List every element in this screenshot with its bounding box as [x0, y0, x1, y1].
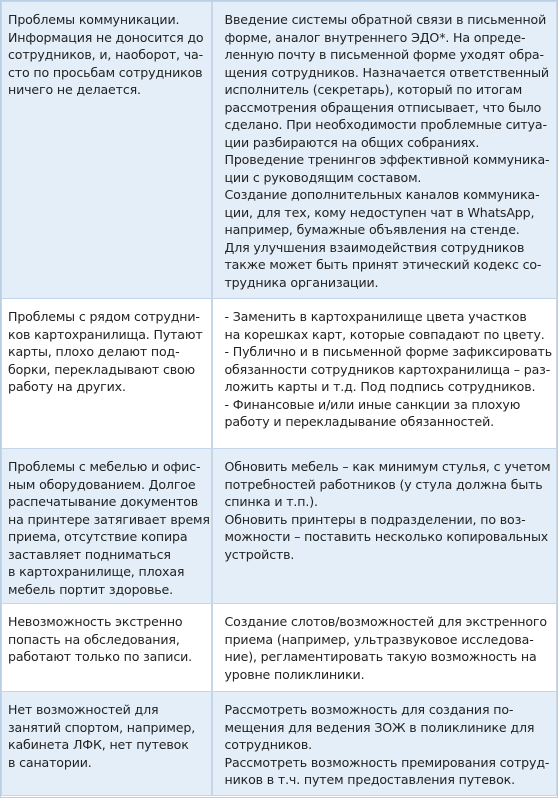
text-line: обязанности сотрудников картохранилища – раз- [224, 361, 551, 377]
text-line: Рассмотреть возможность премирования сотруд- [224, 754, 550, 770]
text-line: форме, аналог внутреннего ЭДО*. На опреде- [224, 29, 526, 45]
text-line: трудника организации. [224, 274, 379, 290]
text-line: Обновить принтеры в подразделении, по воз- [224, 511, 526, 527]
problem-cell [2, 604, 212, 692]
text-line: щения сотрудников. Назначается ответственный [224, 64, 549, 80]
text-line: - Заменить в картохранилище цвета участков [224, 309, 527, 324]
text-line: Создание слотов/возможностей для экстренного [224, 614, 547, 629]
text-line: ции с руководящим составом. [224, 169, 422, 185]
text-line: устройств. [224, 546, 295, 562]
text-line: Для улучшения взаимодействия сотрудников [224, 239, 525, 255]
text-line: - Финансовые и/или иные санкции за плохую [224, 396, 521, 412]
text-line: ников в т.ч. путем предоставления путевок. [224, 772, 515, 787]
table-row [2, 2, 557, 299]
text-line: работу на других. [8, 379, 126, 394]
text-line: Невозможность экстренно [8, 614, 183, 629]
text-line: ленную почту в письменной форме уходят обра- [224, 47, 544, 62]
text-line: Проблемы коммуникации. [8, 12, 180, 27]
text-line: распечатывание документов [8, 494, 199, 509]
text-line: мещения для ведения ЗОЖ в поликлинике для [224, 719, 535, 735]
problem-cell [2, 449, 212, 604]
text-line: на принтере затягивает время [8, 511, 210, 527]
problem-cell [2, 692, 212, 796]
text-line: ции, для тех, кому недоступен чат в WhatsApp, [224, 204, 535, 220]
solution-cell [212, 449, 557, 604]
solution-cell [212, 692, 557, 796]
text-line: Проблемы с мебелью и офис- [8, 459, 201, 474]
text-line: Нет возможностей для [8, 702, 159, 717]
text-line: в санатории. [8, 754, 92, 770]
text-line: ложить карты и т.д. Под подпись сотрудников. [224, 379, 536, 394]
table-row [2, 299, 557, 449]
text-line: сделано. При необходимости проблемные ситуа- [224, 117, 547, 132]
solution-cell [212, 299, 557, 449]
text-line: рассмотрения обращения отписывает, что было [224, 99, 542, 115]
text-line: попасть на обследования, [8, 631, 180, 647]
text-line: сотрудников. [224, 737, 312, 752]
table-row [2, 449, 557, 604]
text-line: борки, перекладывают свою [8, 361, 195, 377]
solution-cell [212, 604, 557, 692]
problem-cell [2, 2, 212, 299]
text-line: можности – поставить несколько копировальных [224, 529, 549, 544]
table-row [2, 604, 557, 692]
text-line: исполнитель (секретарь), который по итогам [224, 82, 523, 97]
text-line: например, бумажные объявления на стенде. [224, 222, 520, 237]
text-line: на корешках карт, которые совпадают по цвету. [224, 326, 545, 342]
text-line: спинка и т.п.). [224, 494, 318, 509]
text-line: Введение системы обратной связи в письменной [224, 12, 547, 27]
table-row [2, 692, 557, 796]
text-line: заставляет подниматься [8, 546, 171, 562]
text-line: ков картохранилища. Путают [8, 326, 203, 342]
text-line: сто по просьбам сотрудников [8, 64, 203, 80]
text-line: уровне поликлиники. [224, 666, 365, 682]
text-line: ние), регламентировать такую возможность на [224, 649, 537, 664]
text-line: Проведение тренингов эффективной коммуника- [224, 152, 550, 167]
text-line: кабинета ЛФК, нет путевок [8, 737, 189, 752]
text-line: карты, плохо делают под- [8, 344, 180, 359]
text-line: работают только по записи. [8, 649, 192, 664]
text-line: ничего не делается. [8, 82, 141, 97]
text-line: Проблемы с рядом сотрудни- [8, 309, 200, 324]
text-line: занятий спортом, например, [8, 719, 196, 735]
text-line: ным оборудованием. Долгое [8, 476, 196, 492]
text-line: работу и перекладывание обязанностей. [224, 414, 495, 429]
text-line: мебель портит здоровье. [8, 581, 173, 597]
text-line: в картохранилище, плохая [8, 564, 185, 579]
text-line: - Публично и в письменной форме зафиксировать [224, 344, 552, 359]
solution-cell [212, 2, 557, 299]
text-line: потребностей работников (у стула должна быть [224, 476, 543, 492]
text-line: сотрудников, и, наоборот, ча- [8, 47, 203, 62]
text-line: Создание дополнительных каналов коммуника- [224, 187, 540, 202]
text-line: приема (например, ультразвуковое исследова- [224, 631, 534, 647]
text-line: Рассмотреть возможность для создания по- [224, 702, 514, 717]
text-line: также может быть принят этический кодекс со- [224, 257, 542, 272]
problems-solutions-table [1, 1, 557, 796]
text-line: Информация не доносится до [8, 29, 204, 45]
text-line: Обновить мебель – как минимум стулья, с учетом [224, 459, 551, 474]
problem-cell [2, 299, 212, 449]
text-line: ции разбираются на общих собраниях. [224, 134, 480, 150]
text-line: приема, отсутствие копира [8, 529, 188, 544]
